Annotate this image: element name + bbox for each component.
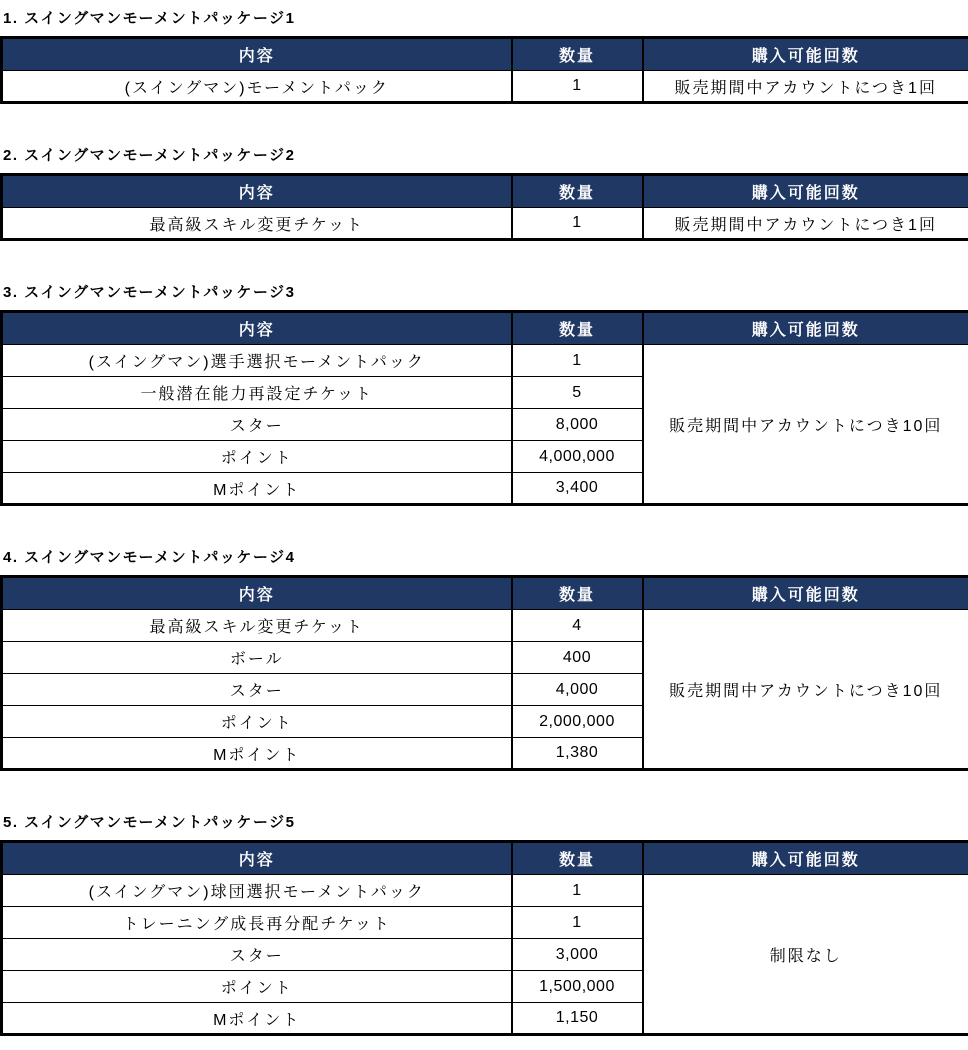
table-row (2, 71, 968, 103)
header-cell-content: 内容 (2, 38, 512, 71)
section-title: 2. スイングマンモーメントパッケージ2 (3, 147, 296, 164)
header-cell-quantity: 数量 (512, 312, 643, 345)
table-row (2, 610, 968, 642)
header-row (2, 312, 968, 345)
header-cell-limit: 購入可能回数 (643, 312, 968, 345)
header-cell-content: 内容 (2, 842, 512, 875)
limit-cell: 販売期間中アカウントにつき1回 (643, 71, 968, 103)
limit-cell: 販売期間中アカウントにつき10回 (643, 610, 968, 770)
package-section-2 (0, 146, 968, 241)
qty-cell: 1 (512, 71, 643, 103)
table-row (2, 208, 968, 240)
qty-cell: 8,000 (512, 409, 643, 441)
item-cell: (スイングマン)球団選択モーメントパック (2, 875, 512, 907)
package-table-5 (0, 840, 968, 1036)
header-cell-quantity: 数量 (512, 577, 643, 610)
item-cell: スター (2, 409, 512, 441)
package-section-3 (0, 283, 968, 506)
qty-cell: 4,000 (512, 674, 643, 706)
header-row (2, 842, 968, 875)
header-cell-quantity: 数量 (512, 175, 643, 208)
item-cell: ポイント (2, 706, 512, 738)
section-title: 5. スイングマンモーメントパッケージ5 (3, 814, 296, 831)
qty-cell: 1 (512, 208, 643, 240)
item-cell: ポイント (2, 441, 512, 473)
header-row (2, 175, 968, 208)
item-cell: Mポイント (2, 473, 512, 505)
qty-cell: 5 (512, 377, 643, 409)
header-cell-limit: 購入可能回数 (643, 577, 968, 610)
item-cell: ポイント (2, 971, 512, 1003)
qty-cell: 1,150 (512, 1003, 643, 1035)
section-title: 4. スイングマンモーメントパッケージ4 (3, 549, 296, 566)
item-cell: ボール (2, 642, 512, 674)
package-table-3 (0, 310, 968, 506)
item-cell: スター (2, 674, 512, 706)
header-cell-content: 内容 (2, 577, 512, 610)
qty-cell: 1,380 (512, 738, 643, 770)
section-title: 3. スイングマンモーメントパッケージ3 (3, 284, 296, 301)
qty-cell: 3,400 (512, 473, 643, 505)
qty-cell: 2,000,000 (512, 706, 643, 738)
section-title: 1. スイングマンモーメントパッケージ1 (3, 10, 296, 27)
qty-cell: 4 (512, 610, 643, 642)
package-table-2 (0, 173, 968, 241)
header-cell-quantity: 数量 (512, 842, 643, 875)
item-cell: トレーニング成長再分配チケット (2, 907, 512, 939)
item-cell: 最高級スキル変更チケット (2, 208, 512, 240)
header-cell-limit: 購入可能回数 (643, 842, 968, 875)
qty-cell: 1 (512, 345, 643, 377)
package-section-5 (0, 813, 968, 1036)
qty-cell: 3,000 (512, 939, 643, 971)
header-cell-quantity: 数量 (512, 38, 643, 71)
qty-cell: 400 (512, 642, 643, 674)
item-cell: Mポイント (2, 1003, 512, 1035)
table-row (2, 875, 968, 907)
table-row (2, 345, 968, 377)
qty-cell: 4,000,000 (512, 441, 643, 473)
header-cell-limit: 購入可能回数 (643, 175, 968, 208)
item-cell: (スイングマン)モーメントパック (2, 71, 512, 103)
qty-cell: 1 (512, 907, 643, 939)
limit-cell: 販売期間中アカウントにつき1回 (643, 208, 968, 240)
package-table-4 (0, 575, 968, 771)
item-cell: (スイングマン)選手選択モーメントパック (2, 345, 512, 377)
header-cell-content: 内容 (2, 175, 512, 208)
header-row (2, 577, 968, 610)
item-cell: スター (2, 939, 512, 971)
package-table-1 (0, 36, 968, 104)
limit-cell: 販売期間中アカウントにつき10回 (643, 345, 968, 505)
package-section-1 (0, 9, 968, 104)
package-section-4 (0, 548, 968, 771)
header-row (2, 38, 968, 71)
item-cell: Mポイント (2, 738, 512, 770)
qty-cell: 1 (512, 875, 643, 907)
item-cell: 最高級スキル変更チケット (2, 610, 512, 642)
header-cell-content: 内容 (2, 312, 512, 345)
limit-cell: 制限なし (643, 875, 968, 1035)
header-cell-limit: 購入可能回数 (643, 38, 968, 71)
qty-cell: 1,500,000 (512, 971, 643, 1003)
item-cell: 一般潜在能力再設定チケット (2, 377, 512, 409)
